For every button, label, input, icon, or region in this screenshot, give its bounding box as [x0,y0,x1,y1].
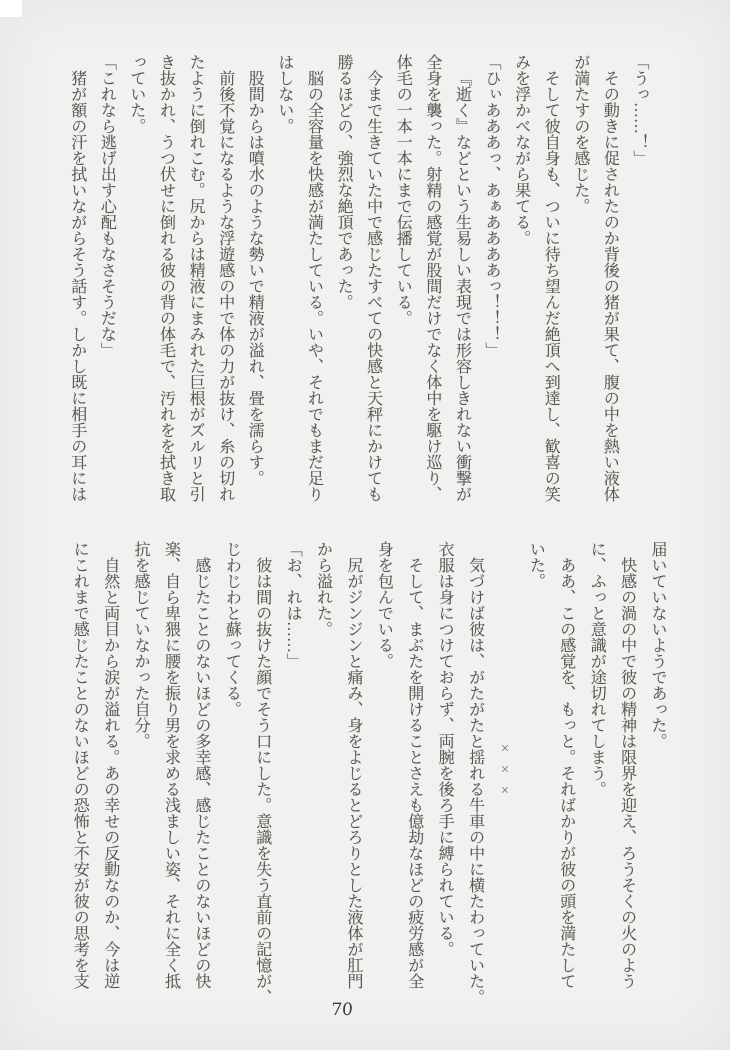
text-column: 彼は間の抜けた顔でそう口にした。意識を失う直前の記憶が、 [253,557,271,1005]
text-column: から溢れた。 [314,541,332,637]
text-column: 勝るほどの、強烈な絶頂であった。 [335,54,353,310]
text-column: そして彼自身も、ついに待ち望んだ絶頂へ到達し、歓喜の笑 [542,70,560,502]
section-divider: ××× [496,740,513,804]
text-column: 股間からは噴水のような勢いで精液が溢れ、畳を濡らす。 [246,70,264,486]
text-column: 前後不覚になるような浮遊感の中で体の力が抜け、糸の切れ [216,70,234,502]
text-column: 自然と両目から涙が溢れる。あの幸せの反動なのか、今は逆 [101,557,119,989]
text-column: そして、まぶたを開けることさえも億劫なほどの疲労感が全 [405,557,423,989]
top-text-block [62,54,654,516]
text-column: 『逝く』などという生易しい表現では形容しきれない衝撃が [453,70,471,502]
text-column: 抗を感じていなかった自分。 [132,541,150,749]
text-column: 「ひぃあああっ、あぁああああっ！！！」 [483,54,501,358]
text-column: 全身を襲った。射精の感覚が股間だけでなく体中を駆け巡り、 [423,54,441,502]
page-corner-notch [0,0,22,17]
text-column: き抜かれ、うつ伏せに倒れる彼の背の体毛で、汚れをを拭き取 [157,54,175,502]
text-column: 「お、れは……」 [284,541,302,669]
text-column: っていた。 [127,54,145,134]
text-column: 脳の全容量を快感が満たしている。いや、それでもまだ足り [305,70,323,502]
text-column: みを浮かべながら果てる。 [512,54,530,246]
text-column: 今まで生きていた中で感じたすべての快感と天秤にかけても [364,70,382,502]
text-column: 身を包んでいる。 [375,541,393,669]
text-column: 猪が額の汗を拭いながらそう話す。しかし既に相手の耳には [68,70,86,502]
text-column: 感じたことのないほどの多幸感、感じたことのないほどの快 [192,557,210,989]
text-column: 届いていないようであった。 [649,541,666,749]
text-column: いた。 [527,541,545,589]
text-column: 体毛の一本一本にまで伝播している。 [394,54,412,326]
text-column: 気づけば彼は、がたがたと揺れる牛車の中に横たわっていた。 [466,557,484,1005]
text-column: たように倒れこむ。尻からは精液にまみれた巨根がズルリと引 [187,54,205,502]
text-column: にこれまで感じたことのないほどの恐怖と不安が彼の思考を支 [71,541,89,989]
page-number: 70 [330,1000,354,1020]
text-column: 快感の渦の中で彼の精神は限界を迎え、ろうそくの火のよう [618,557,636,989]
text-column: 衣服は身につけておらず、両腕を後ろ手に縛られている。 [436,541,454,957]
text-column: ああ、この感覚を、もっと。そればかりが彼の頭を満たして [557,557,575,989]
text-column: に、ふっと意識が途切れてしまう。 [588,541,606,797]
text-column: じわじわと蘇ってくる。 [223,541,241,717]
text-column: はしない。 [275,54,293,134]
text-column: 尻がジンジンと痛み、身をよじるとどろりとした液体が肛門 [344,557,362,989]
bottom-text-block [64,541,672,1003]
text-column: 「これなら逃げ出す心配もなさそうだな」 [98,54,116,358]
text-column: が満たすのを感じた。 [571,54,589,214]
text-column: その動きに促されたのか背後の猪が果て、腹の中を熱い液体 [601,70,619,502]
text-column: 「うっ……！」 [631,54,648,166]
text-column: 楽、自ら卑猥に腰を振り男を求める浅ましい姿、それに全く抵 [162,541,180,989]
